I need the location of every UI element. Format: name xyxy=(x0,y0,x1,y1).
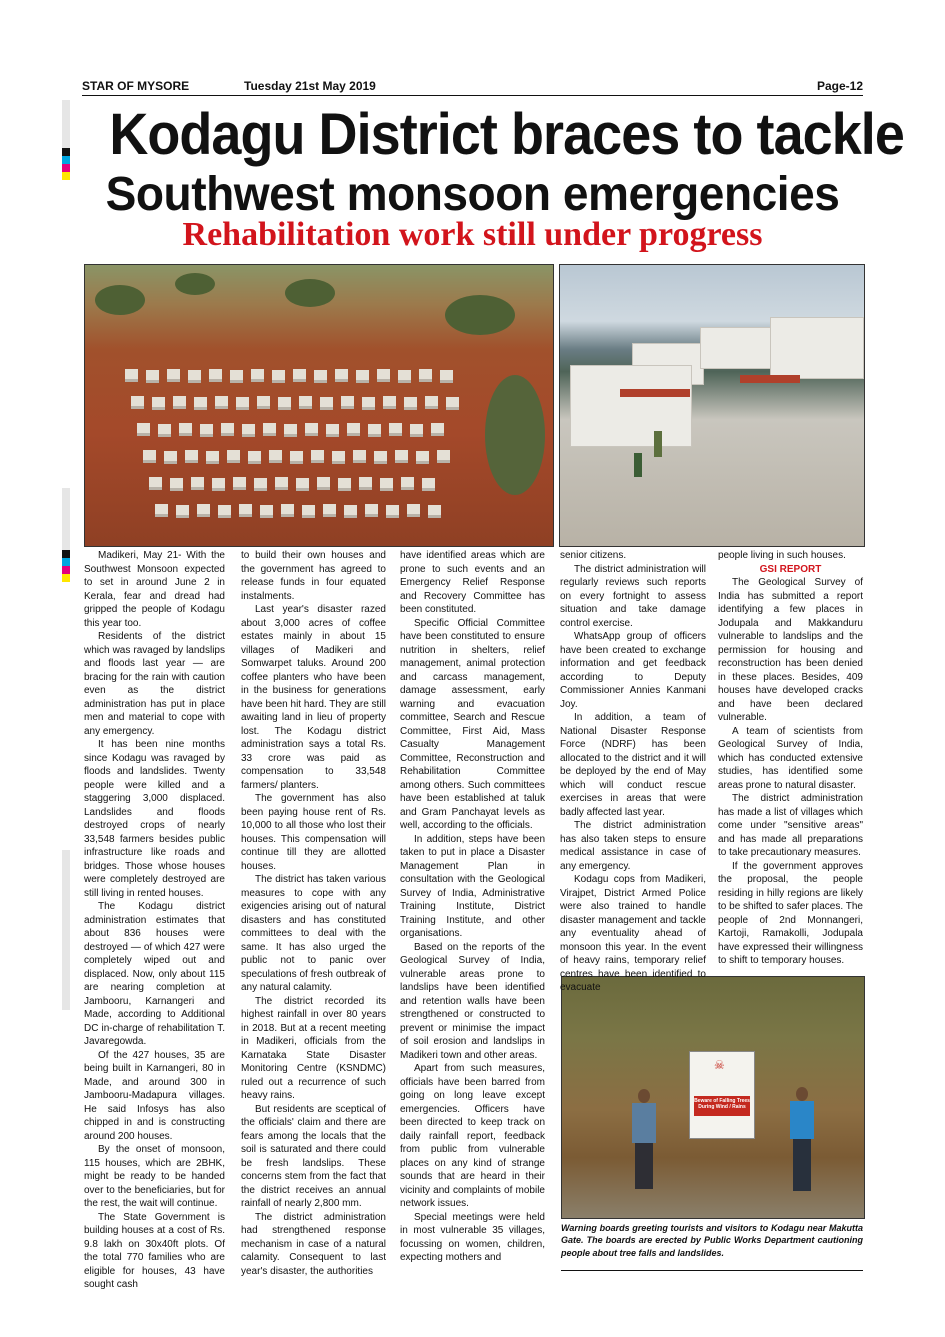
house-unit xyxy=(428,505,441,518)
house-unit xyxy=(269,450,282,463)
tree-cluster xyxy=(285,279,335,307)
house-unit xyxy=(368,424,381,437)
article-paragraph: Residents of the district which was ravaged by landslips and floods last year — are bracing for the rain with caution even as the district administration has put in place men and material to cope with any emergency. xyxy=(84,631,225,737)
article-column-5 xyxy=(718,549,863,968)
publication-name: STAR OF MYSORE xyxy=(82,79,190,93)
house-unit xyxy=(404,397,417,410)
house-unit xyxy=(215,396,228,409)
house-unit xyxy=(365,504,378,517)
house-unit xyxy=(326,424,339,437)
photo-caption: Warning boards greeting tourists and visitors to Kodagu near Makutta Gate. The boards are erected by Public Works Department cautioning people about tree falls and landslides. xyxy=(561,1223,863,1258)
house-unit xyxy=(188,370,201,383)
issue-date: Tuesday 21st May 2019 xyxy=(244,79,376,93)
house-unit xyxy=(299,396,312,409)
article-paragraph: The Kodagu district administration estimates that about 836 houses were destroyed — of which 427 were completely wiped out and displaced. Now, only about 115 are nearing completion at Jambooru, Karnangeri and Made, according to Additional DC in-charge of rehabilitation T. Javaregowda. xyxy=(84,901,225,1047)
tree-cluster xyxy=(95,285,145,315)
house-unit xyxy=(407,504,420,517)
warning-board xyxy=(689,1051,755,1139)
warning-board-text: Beware of Falling Trees During Wind / Rains xyxy=(694,1098,750,1110)
article-paragraph: Apart from such measures, officials have been barred from going on long leave except emergencies. Officers have been directed to keep track on daily rainfall report, feedback from public from vulnerable places on any kind of strange sounds that are heard in their vicinity and complaints of mobile network issues. xyxy=(400,1063,545,1209)
article-paragraph: WhatsApp group of officers have been created to exchange information and get feedback according to Deputy Commissioner Annies Kanmani Joy. xyxy=(560,631,706,710)
house-unit xyxy=(290,451,303,464)
registration-bar xyxy=(62,488,70,550)
house-unit xyxy=(380,478,393,491)
house-unit xyxy=(425,396,438,409)
house-unit xyxy=(194,397,207,410)
house-unit xyxy=(410,424,423,437)
article-paragraph: Based on the reports of the Geological Survey of India, vulnerable areas prone to landslips have been identified and retention walls have been strengthened or constructed to prevent or minimise the impact of soil erosion and landslips in Madikeri town and other areas. xyxy=(400,941,545,1061)
article-paragraph: The State Government is building houses at a cost of Rs. 9.8 lakh on 30x40ft plots. Of the total 770 families who are eligible for houses, 43 have sought cash xyxy=(84,1211,225,1290)
house-unit xyxy=(212,478,225,491)
house-unit xyxy=(278,397,291,410)
house-unit xyxy=(263,423,276,436)
house-unit xyxy=(170,478,183,491)
house-unit xyxy=(137,423,150,436)
aerial-housing-photo xyxy=(84,264,554,547)
house-unit xyxy=(353,450,366,463)
article-paragraph: By the onset of monsoon, 115 houses, which are 2BHK, might be ready to be handed over to the beneficiaries, but for the rest, the wait will continue. xyxy=(84,1144,225,1209)
article-column-2 xyxy=(241,549,386,1278)
house-roof xyxy=(740,375,800,383)
house-unit xyxy=(149,477,162,490)
house-unit xyxy=(347,423,360,436)
house-unit xyxy=(344,505,357,518)
article-paragraph: The district administration had strengthened response mechanism in case of a natural calamity. Consequent to last year's disaster, the authorities xyxy=(241,1211,386,1277)
registration-mark-yellow xyxy=(62,172,70,180)
article-column-3 xyxy=(400,549,545,1265)
house-unit xyxy=(281,504,294,517)
house-unit xyxy=(164,451,177,464)
house-unit xyxy=(341,396,354,409)
worker xyxy=(634,453,642,477)
article-paragraph: The Geological Survey of India has submitted a report identifying a few places in Jodupala and Makkanduru vulnerable to landslips and the permission for housing and reconstruction has been denied in these places. Besides, 409 houses have developed cracks and have been declared vulnerable. xyxy=(718,577,863,723)
article-paragraph: But residents are sceptical of the officials' claim and there are fears among the locals that the soil is saturated and there could be fresh landslips. These concerns stem from the fact that the district receives an annual rainfall of nearly 2,800 mm. xyxy=(241,1103,386,1209)
registration-bar xyxy=(62,100,70,148)
article-paragraph: In addition, steps have been taken to put in place a Disaster Management Plan in consultation with the Geological Survey of India, Administrative Training Institute, District Training Institute, and other organisations. xyxy=(400,833,545,939)
house-unit xyxy=(143,450,156,463)
house-building xyxy=(770,317,864,379)
house-unit xyxy=(437,450,450,463)
warning-board-photo xyxy=(561,976,865,1219)
article-paragraph: The district administration will regularly reviews such reports on every fortnight to assess situation and take damage control exercise. xyxy=(560,563,706,629)
house-unit xyxy=(320,397,333,410)
article-paragraph: senior citizens. xyxy=(560,550,627,561)
tree-cluster xyxy=(485,375,545,495)
house-unit xyxy=(236,397,249,410)
house-unit xyxy=(176,505,189,518)
tree-cluster xyxy=(445,295,515,335)
article-paragraph: The district has taken various measures to cope with any exigencies arising out of natural disasters and has constituted committees to deal with the same. It has also urged the public not to panic over speculations of fresh outbreak of any natural calamity. xyxy=(241,874,386,993)
registration-bar xyxy=(62,850,70,1010)
article-paragraph: If the government approves the proposal, the people residing in hilly regions are likely to be shifted to safer places. The people of 2nd Monnangeri, Kartoji, Ramakolli, Jodupala have expressed their willingness to shift to temporary houses. xyxy=(718,860,863,966)
house-unit xyxy=(338,478,351,491)
house-unit xyxy=(218,505,231,518)
registration-mark-cyan xyxy=(62,558,70,566)
header-rule xyxy=(82,95,863,96)
house-unit xyxy=(275,477,288,490)
house-unit xyxy=(293,369,306,382)
article-paragraph: Specific Official Committee have been constituted to ensure nutrition in shelters, relief management, animal protection and carcass management, damage assessment, early warning and evacuation committee, Search and Rescue Committee, First Aid, Mass Casualty Management Committee, Reconstruction and Rehabilitation Committee among others. Such committees have been established at taluk and Gram Panchayat levels as well, according to the officials. xyxy=(400,617,545,831)
article-paragraph: Madikeri, May 21- With the Southwest Monsoon expected to set in around June 2 in Kerala, fear and dread had gripped the people of Kodagu this year too. xyxy=(84,550,225,629)
house-unit xyxy=(209,369,222,382)
house-unit xyxy=(362,397,375,410)
house-unit xyxy=(389,423,402,436)
house-unit xyxy=(317,477,330,490)
house-unit xyxy=(239,504,252,517)
house-unit xyxy=(179,423,192,436)
house-unit xyxy=(332,451,345,464)
article-column-4 xyxy=(560,549,706,995)
house-unit xyxy=(311,450,324,463)
house-unit xyxy=(305,423,318,436)
house-unit xyxy=(422,478,435,491)
house-unit xyxy=(206,451,219,464)
registration-mark-black xyxy=(62,148,70,156)
registration-mark-magenta xyxy=(62,164,70,172)
house-unit xyxy=(230,370,243,383)
house-unit xyxy=(200,424,213,437)
house-unit xyxy=(314,370,327,383)
house-unit xyxy=(323,504,336,517)
article-paragraph: In addition, a team of National Disaster Response Force (NDRF) has been allocated to the district and it will be deployed by the end of May which will conduct rescue exercises in areas that were badly affected last year. xyxy=(560,712,706,818)
gsi-report-subhead: GSI REPORT xyxy=(759,563,822,575)
worker xyxy=(654,431,662,457)
house-unit xyxy=(221,423,234,436)
house-unit xyxy=(272,370,285,383)
subheadline: Rehabilitation work still under progress xyxy=(182,216,763,253)
skull-icon: ☠ xyxy=(714,1058,725,1072)
house-unit xyxy=(335,369,348,382)
house-unit xyxy=(155,504,168,517)
house-unit xyxy=(296,478,309,491)
tree-cluster xyxy=(175,273,215,295)
house-unit xyxy=(374,451,387,464)
article-column-1 xyxy=(84,549,225,1292)
article-paragraph: have identified areas which are prone to such events and an Emergency Relief Response and Recovery Committee has been constituted. xyxy=(400,550,545,615)
house-unit xyxy=(125,369,138,382)
house-unit xyxy=(260,505,273,518)
article-paragraph: Of the 427 houses, 35 are being built in Karnangeri, 80 in Made, and around 300 in Jambooru-Madapura villages. He said Infosys has also chipped in and is constructing around 200 houses. xyxy=(84,1049,225,1142)
house-unit xyxy=(254,478,267,491)
house-unit xyxy=(416,451,429,464)
house-unit xyxy=(398,370,411,383)
article-paragraph: Kodagu cops from Madikeri, Virajpet, District Armed Police were also trained to handle disaster management and tackle any eventuality ahead of monsoon this year. In the event of heavy rains, temporary relief centres have been identified to evacuate xyxy=(560,874,706,993)
official-left xyxy=(632,1089,656,1189)
house-unit xyxy=(395,450,408,463)
article-paragraph: The government has also been paying house rent of Rs. 10,000 to all those who lost their houses. This compensation will continue till they are allotted houses. xyxy=(241,793,386,872)
article-paragraph: The district recorded its highest rainfall in over 80 years in 2018. But at a recent meeting in Madikeri, officials from the Karnataka State Disaster Monitoring Centre (KSNDMC) ruled out a recurrence of such heavy rains. xyxy=(241,995,386,1101)
house-unit xyxy=(386,505,399,518)
house-unit xyxy=(248,451,261,464)
official-right xyxy=(790,1087,814,1191)
new-houses-photo xyxy=(559,264,865,547)
article-paragraph: people living in such houses. xyxy=(718,550,846,561)
house-unit xyxy=(146,370,159,383)
house-unit xyxy=(197,504,210,517)
headline-line-1: Kodagu District braces to tackle xyxy=(109,102,904,167)
house-unit xyxy=(302,505,315,518)
house-unit xyxy=(383,396,396,409)
house-roof xyxy=(620,389,690,397)
house-unit xyxy=(167,369,180,382)
house-unit xyxy=(419,369,432,382)
page-number: Page-12 xyxy=(816,79,863,93)
house-unit xyxy=(284,424,297,437)
article-paragraph: A team of scientists from Geological Survey of India, which has conducted extensive studies, has identified some areas prone to natural disaster. xyxy=(718,725,863,791)
article-paragraph: Last year's disaster razed about 3,000 acres of coffee estates mainly in about 15 villages of Madikeri and Somwarpet taluks. Around 200 coffee planters who have been in the business for generations have been hit hard. They are still awaiting land in lieu of property lost. The Kodagu district administration says a total Rs. 33 crore was paid as compensation to 33,548 farmers/ planters. xyxy=(241,604,386,791)
house-unit xyxy=(251,369,264,382)
article-paragraph: The district administration has also taken steps to ensure medical assistance in case of any emergency. xyxy=(560,820,706,872)
article-column-5-body xyxy=(718,576,863,968)
house-unit xyxy=(242,424,255,437)
house-unit xyxy=(131,396,144,409)
house-unit xyxy=(173,396,186,409)
article-paragraph: Special meetings were held in most vulnerable 35 villages, focussing on women, children, expecting mothers and xyxy=(400,1211,545,1263)
masthead xyxy=(82,78,863,94)
house-unit xyxy=(233,477,246,490)
house-unit xyxy=(431,423,444,436)
house-unit xyxy=(401,477,414,490)
registration-mark-magenta xyxy=(62,566,70,574)
house-unit xyxy=(227,450,240,463)
house-unit xyxy=(359,477,372,490)
article-paragraph: It has been nine months since Kodagu was ravaged by floods and landslides. Twenty people were killed and a staggering 3,000 displaced. Landslides and floods destroyed crops of nearly 33,548 farmers besides public infrastructure like roads and bridges. Those whose houses were completely destroyed are still living in rented houses. xyxy=(84,739,225,899)
house-unit xyxy=(446,397,459,410)
house-unit xyxy=(191,477,204,490)
article-paragraph: to build their own houses and the government has agreed to release funds in four equated instalments. xyxy=(241,550,386,602)
house-unit xyxy=(152,397,165,410)
house-unit xyxy=(356,370,369,383)
house-unit xyxy=(158,424,171,437)
house-unit xyxy=(440,370,453,383)
caption-rule xyxy=(561,1270,863,1271)
house-unit xyxy=(257,396,270,409)
house-building xyxy=(570,365,692,447)
registration-mark-yellow xyxy=(62,574,70,582)
registration-mark-black xyxy=(62,550,70,558)
registration-mark-cyan xyxy=(62,156,70,164)
house-unit xyxy=(377,369,390,382)
headline-line-2: Southwest monsoon emergencies xyxy=(105,168,840,221)
article-paragraph: The district administration has made a list of villages which come under "sensitive areas" and has made all preparations to take precautionary measures. xyxy=(718,793,863,858)
house-unit xyxy=(185,450,198,463)
